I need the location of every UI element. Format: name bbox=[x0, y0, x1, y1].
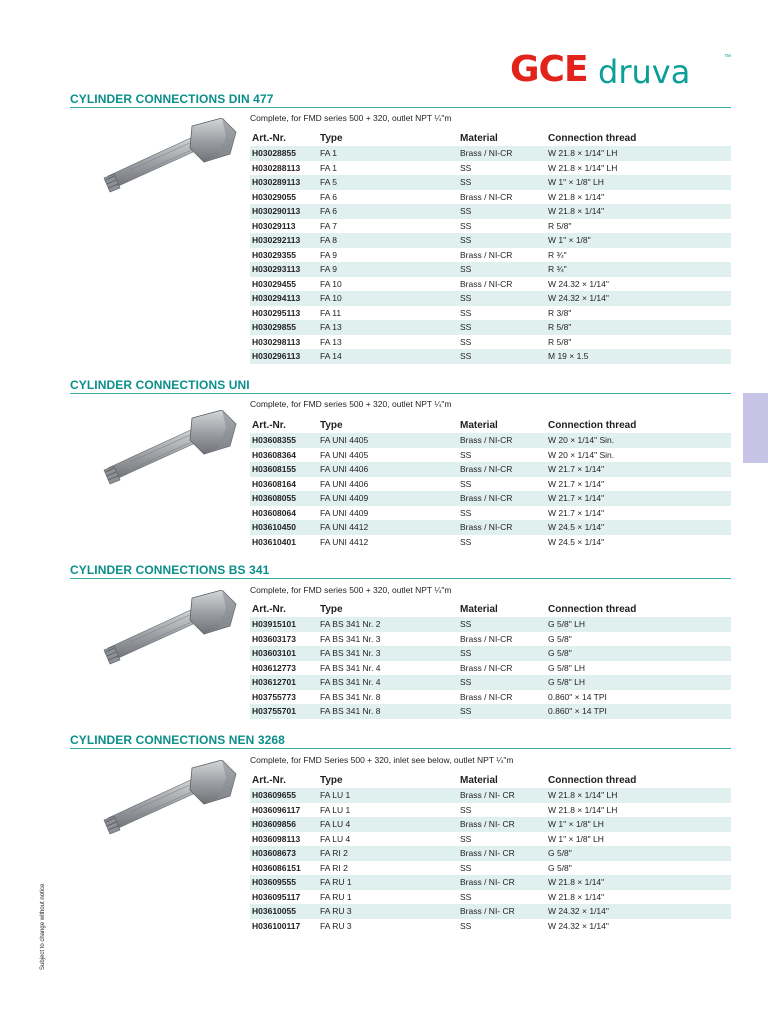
type: FA BS 341 Nr. 3 bbox=[320, 633, 381, 644]
type: FA 10 bbox=[320, 293, 342, 303]
table-row bbox=[250, 846, 731, 861]
material: Brass / NI- CR bbox=[460, 906, 515, 916]
connection-thread: G 5/8" bbox=[548, 648, 572, 658]
section-divider bbox=[70, 748, 731, 749]
connection-thread: W 1" × 1/8" LH bbox=[548, 833, 604, 844]
connection-thread: G 5/8" LH bbox=[548, 677, 586, 687]
connection-thread: R 5/8" bbox=[548, 336, 572, 347]
table-row bbox=[250, 632, 731, 647]
material: SS bbox=[460, 648, 472, 658]
section-subtitle: Complete, for FMD series 500 + 320, outlet NPT ¼"m bbox=[250, 113, 452, 123]
material: Brass / NI-CR bbox=[460, 662, 513, 673]
table-row bbox=[250, 219, 731, 234]
header-type: Type bbox=[320, 133, 343, 144]
type: FA RI 2 bbox=[320, 848, 348, 858]
material: Brass / NI-CR bbox=[460, 435, 513, 445]
art-number: H03603101 bbox=[252, 648, 296, 658]
material: Brass / NI-CR bbox=[460, 249, 513, 260]
cylinder-connection-image bbox=[100, 410, 240, 490]
table-row bbox=[250, 306, 731, 321]
connection-thread: 0.860" × 14 TPI bbox=[548, 691, 607, 702]
table-row bbox=[250, 320, 731, 335]
section-divider bbox=[70, 107, 731, 108]
header-art: Art.-Nr. bbox=[252, 420, 286, 431]
material: SS bbox=[460, 235, 472, 245]
connection-thread: W 21.8 × 1/14" LH bbox=[548, 148, 618, 158]
material: SS bbox=[460, 920, 472, 931]
type: FA 1 bbox=[320, 148, 338, 158]
type: FA 13 bbox=[320, 322, 342, 332]
material: SS bbox=[460, 220, 472, 231]
type: FA BS 341 Nr. 2 bbox=[320, 619, 381, 629]
section-title: CYLINDER CONNECTIONS DIN 477 bbox=[70, 92, 274, 106]
material: SS bbox=[460, 891, 472, 902]
type: FA LU 4 bbox=[320, 833, 351, 844]
table-row bbox=[250, 535, 731, 550]
connection-thread: G 5/8" bbox=[548, 862, 572, 873]
art-number: H03755701 bbox=[252, 706, 296, 716]
material: SS bbox=[460, 862, 472, 873]
material: Brass / NI-CR bbox=[460, 633, 513, 644]
header-material: Material bbox=[460, 775, 498, 786]
table-row bbox=[250, 617, 731, 632]
table-row bbox=[250, 233, 731, 248]
side-note: Subject to change without notice bbox=[40, 883, 46, 970]
logo-gce: GCE bbox=[510, 49, 588, 90]
type: FA 5 bbox=[320, 177, 338, 187]
material: SS bbox=[460, 162, 472, 173]
table-row bbox=[250, 262, 731, 277]
type: FA BS 341 Nr. 4 bbox=[320, 677, 381, 687]
table-row bbox=[250, 675, 731, 690]
gce-druva-logo bbox=[510, 50, 732, 90]
table-row bbox=[250, 248, 731, 263]
material: SS bbox=[460, 507, 472, 518]
art-number: H036086151 bbox=[252, 862, 301, 873]
connection-thread: W 21.8 × 1/14" bbox=[548, 891, 605, 902]
art-number: H03609655 bbox=[252, 790, 296, 800]
material: Brass / NI-CR bbox=[460, 493, 513, 503]
table-body bbox=[250, 788, 731, 933]
header-type: Type bbox=[320, 775, 343, 786]
type: FA 1 bbox=[320, 162, 338, 173]
type: FA RI 2 bbox=[320, 862, 348, 873]
type: FA LU 1 bbox=[320, 804, 351, 815]
art-number: H030288113 bbox=[252, 162, 301, 173]
art-number: H03610401 bbox=[252, 536, 296, 547]
material: SS bbox=[460, 706, 472, 716]
table-row bbox=[250, 204, 731, 219]
material: Brass / NI-CR bbox=[460, 191, 513, 202]
art-number: H03029055 bbox=[252, 191, 296, 202]
table-row bbox=[250, 817, 731, 832]
header-art: Art.-Nr. bbox=[252, 133, 286, 144]
material: SS bbox=[460, 322, 472, 332]
type: FA LU 1 bbox=[320, 790, 351, 800]
connection-thread: W 1" × 1/8" bbox=[548, 235, 591, 245]
art-number: H036095117 bbox=[252, 891, 301, 902]
art-number: H03609856 bbox=[252, 819, 296, 829]
connection-thread: W 20 × 1/14" Sin. bbox=[548, 449, 615, 460]
art-number: H03608064 bbox=[252, 507, 296, 518]
table-row bbox=[250, 506, 731, 521]
table-row bbox=[250, 349, 731, 364]
chapter-tab bbox=[743, 393, 768, 463]
table-row bbox=[250, 175, 731, 190]
connection-thread: R ¾" bbox=[548, 249, 567, 260]
type: FA UNI 4409 bbox=[320, 493, 369, 503]
art-number: H030293113 bbox=[252, 264, 301, 274]
art-number: H03612701 bbox=[252, 677, 296, 687]
section-divider bbox=[70, 578, 731, 579]
connection-thread: W 21.8 × 1/14" bbox=[548, 877, 605, 887]
cylinder-connection-image bbox=[100, 590, 240, 670]
connection-thread: W 1" × 1/8" LH bbox=[548, 819, 604, 829]
art-number: H03755773 bbox=[252, 691, 296, 702]
table-row bbox=[250, 875, 731, 890]
art-number: H030290113 bbox=[252, 206, 301, 216]
header-material: Material bbox=[460, 420, 498, 431]
connection-thread: G 5/8" LH bbox=[548, 662, 586, 673]
table-row bbox=[250, 491, 731, 506]
table-row bbox=[250, 803, 731, 818]
type: FA RU 3 bbox=[320, 920, 352, 931]
material: Brass / NI- CR bbox=[460, 819, 515, 829]
table-header bbox=[250, 131, 731, 146]
table-row bbox=[250, 661, 731, 676]
art-number: H03029455 bbox=[252, 278, 296, 289]
art-number: H03028855 bbox=[252, 148, 296, 158]
connection-thread: W 21.7 × 1/14" bbox=[548, 464, 605, 474]
type: FA RU 1 bbox=[320, 877, 352, 887]
header-thread: Connection thread bbox=[548, 133, 637, 144]
header-art: Art.-Nr. bbox=[252, 775, 286, 786]
logo-trademark: ™ bbox=[724, 54, 731, 61]
cylinder-connection-image bbox=[100, 118, 240, 198]
header-material: Material bbox=[460, 133, 498, 144]
connection-thread: W 21.8 × 1/14" LH bbox=[548, 804, 618, 815]
connection-thread: W 21.8 × 1/14" LH bbox=[548, 790, 618, 800]
art-number: H036096117 bbox=[252, 804, 301, 815]
art-number: H03610450 bbox=[252, 522, 296, 532]
type: FA UNI 4406 bbox=[320, 478, 369, 489]
type: FA UNI 4409 bbox=[320, 507, 369, 518]
art-number: H030289113 bbox=[252, 177, 301, 187]
type: FA 11 bbox=[320, 307, 342, 318]
connection-thread: R 5/8" bbox=[548, 322, 572, 332]
art-number: H036098113 bbox=[252, 833, 301, 844]
art-number: H03029113 bbox=[252, 220, 296, 231]
art-number: H03608355 bbox=[252, 435, 296, 445]
section-divider bbox=[70, 393, 731, 394]
type: FA 10 bbox=[320, 278, 342, 289]
material: Brass / NI-CR bbox=[460, 522, 513, 532]
table-row bbox=[250, 190, 731, 205]
material: SS bbox=[460, 677, 472, 687]
table-row bbox=[250, 146, 731, 161]
header-art: Art.-Nr. bbox=[252, 604, 286, 615]
header-material: Material bbox=[460, 604, 498, 615]
connection-thread: G 5/8" bbox=[548, 633, 572, 644]
table-body bbox=[250, 146, 731, 364]
table-body bbox=[250, 617, 731, 719]
header-type: Type bbox=[320, 604, 343, 615]
material: SS bbox=[460, 206, 472, 216]
type: FA UNI 4405 bbox=[320, 449, 369, 460]
table-row bbox=[250, 704, 731, 719]
connection-thread: 0.860" × 14 TPI bbox=[548, 706, 607, 716]
table-header bbox=[250, 602, 731, 617]
material: Brass / NI- CR bbox=[460, 848, 515, 858]
type: FA UNI 4406 bbox=[320, 464, 369, 474]
logo-druva: druva bbox=[598, 53, 691, 91]
type: FA BS 341 Nr. 8 bbox=[320, 706, 381, 716]
art-number: H03608364 bbox=[252, 449, 296, 460]
type: FA 6 bbox=[320, 191, 338, 202]
material: SS bbox=[460, 307, 472, 318]
section-subtitle: Complete, for FMD series 500 + 320, outlet NPT ¼"m bbox=[250, 585, 452, 595]
table-row bbox=[250, 161, 731, 176]
material: SS bbox=[460, 804, 472, 815]
section-title: CYLINDER CONNECTIONS UNI bbox=[70, 378, 250, 392]
connection-thread: W 24.32 × 1/14" bbox=[548, 293, 609, 303]
material: SS bbox=[460, 833, 472, 844]
header-thread: Connection thread bbox=[548, 604, 637, 615]
table-row bbox=[250, 291, 731, 306]
type: FA UNI 4412 bbox=[320, 522, 369, 532]
type: FA UNI 4412 bbox=[320, 536, 369, 547]
material: SS bbox=[460, 264, 472, 274]
type: FA 8 bbox=[320, 235, 338, 245]
type: FA 7 bbox=[320, 220, 338, 231]
type: FA 9 bbox=[320, 264, 338, 274]
table-row bbox=[250, 690, 731, 705]
connection-thread: W 24.32 × 1/14" bbox=[548, 906, 609, 916]
parts-table bbox=[250, 418, 731, 549]
art-number: H03608055 bbox=[252, 493, 296, 503]
connection-thread: G 5/8" bbox=[548, 848, 572, 858]
connection-thread: R 3/8" bbox=[548, 307, 572, 318]
art-number: H030292113 bbox=[252, 235, 301, 245]
material: SS bbox=[460, 351, 472, 361]
connection-thread: W 20 × 1/14" Sin. bbox=[548, 435, 615, 445]
header-thread: Connection thread bbox=[548, 775, 637, 786]
art-number: H036100117 bbox=[252, 920, 301, 931]
header-type: Type bbox=[320, 420, 343, 431]
connection-thread: G 5/8" LH bbox=[548, 619, 586, 629]
material: SS bbox=[460, 449, 472, 460]
type: FA 14 bbox=[320, 351, 342, 361]
table-row bbox=[250, 520, 731, 535]
material: SS bbox=[460, 293, 472, 303]
art-number: H03608673 bbox=[252, 848, 296, 858]
table-row bbox=[250, 433, 731, 448]
table-row bbox=[250, 646, 731, 661]
type: FA RU 3 bbox=[320, 906, 352, 916]
art-number: H03603173 bbox=[252, 633, 296, 644]
connection-thread: W 1" × 1/8" LH bbox=[548, 177, 604, 187]
art-number: H030295113 bbox=[252, 307, 301, 318]
type: FA 6 bbox=[320, 206, 338, 216]
connection-thread: W 21.7 × 1/14" bbox=[548, 493, 605, 503]
table-row bbox=[250, 335, 731, 350]
table-row bbox=[250, 477, 731, 492]
parts-table bbox=[250, 602, 731, 719]
art-number: H03029855 bbox=[252, 322, 296, 332]
type: FA LU 4 bbox=[320, 819, 351, 829]
material: Brass / NI-CR bbox=[460, 464, 513, 474]
connection-thread: W 21.8 × 1/14" LH bbox=[548, 162, 618, 173]
art-number: H03610055 bbox=[252, 906, 296, 916]
connection-thread: W 24.32 × 1/14" bbox=[548, 920, 609, 931]
art-number: H03609555 bbox=[252, 877, 296, 887]
table-row bbox=[250, 890, 731, 905]
material: SS bbox=[460, 336, 472, 347]
art-number: H030294113 bbox=[252, 293, 301, 303]
connection-thread: W 21.8 × 1/14" bbox=[548, 191, 605, 202]
material: SS bbox=[460, 619, 472, 629]
material: Brass / NI-CR bbox=[460, 148, 513, 158]
table-row bbox=[250, 904, 731, 919]
material: Brass / NI- CR bbox=[460, 877, 515, 887]
section-subtitle: Complete, for FMD series 500 + 320, outlet NPT ¼"m bbox=[250, 399, 452, 409]
connection-thread: M 19 × 1.5 bbox=[548, 351, 589, 361]
art-number: H03608155 bbox=[252, 464, 296, 474]
connection-thread: W 24.5 × 1/14" bbox=[548, 536, 605, 547]
type: FA UNI 4405 bbox=[320, 435, 369, 445]
cylinder-connection-image bbox=[100, 760, 240, 840]
type: FA BS 341 Nr. 4 bbox=[320, 662, 381, 673]
type: FA 9 bbox=[320, 249, 338, 260]
material: SS bbox=[460, 177, 472, 187]
art-number: H03608164 bbox=[252, 478, 296, 489]
art-number: H03612773 bbox=[252, 662, 296, 673]
table-row bbox=[250, 788, 731, 803]
connection-thread: W 21.7 × 1/14" bbox=[548, 507, 605, 518]
section-title: CYLINDER CONNECTIONS NEN 3268 bbox=[70, 733, 285, 747]
type: FA BS 341 Nr. 3 bbox=[320, 648, 381, 658]
table-row bbox=[250, 462, 731, 477]
material: Brass / NI-CR bbox=[460, 278, 513, 289]
art-number: H030296113 bbox=[252, 351, 301, 361]
table-header bbox=[250, 773, 731, 788]
connection-thread: W 21.8 × 1/14" bbox=[548, 206, 605, 216]
type: FA 13 bbox=[320, 336, 342, 347]
parts-table bbox=[250, 773, 731, 933]
section-subtitle: Complete, for FMD Series 500 + 320, inlet see below, outlet NPT ¼"m bbox=[250, 755, 514, 765]
material: Brass / NI- CR bbox=[460, 790, 515, 800]
section-title: CYLINDER CONNECTIONS BS 341 bbox=[70, 563, 270, 577]
connection-thread: W 24.32 × 1/14" bbox=[548, 278, 609, 289]
table-row bbox=[250, 861, 731, 876]
table-body bbox=[250, 433, 731, 549]
table-row bbox=[250, 277, 731, 292]
art-number: H03029355 bbox=[252, 249, 296, 260]
type: FA BS 341 Nr. 8 bbox=[320, 691, 381, 702]
table-row bbox=[250, 832, 731, 847]
art-number: H03915101 bbox=[252, 619, 296, 629]
parts-table bbox=[250, 131, 731, 364]
table-row bbox=[250, 448, 731, 463]
connection-thread: R 5/8" bbox=[548, 220, 572, 231]
material: Brass / NI-CR bbox=[460, 691, 513, 702]
table-header bbox=[250, 418, 731, 433]
connection-thread: W 24.5 × 1/14" bbox=[548, 522, 605, 532]
table-row bbox=[250, 919, 731, 934]
art-number: H030298113 bbox=[252, 336, 301, 347]
material: SS bbox=[460, 478, 472, 489]
connection-thread: W 21.7 × 1/14" bbox=[548, 478, 605, 489]
type: FA RU 1 bbox=[320, 891, 352, 902]
connection-thread: R ¾" bbox=[548, 264, 567, 274]
header-thread: Connection thread bbox=[548, 420, 637, 431]
material: SS bbox=[460, 536, 472, 547]
